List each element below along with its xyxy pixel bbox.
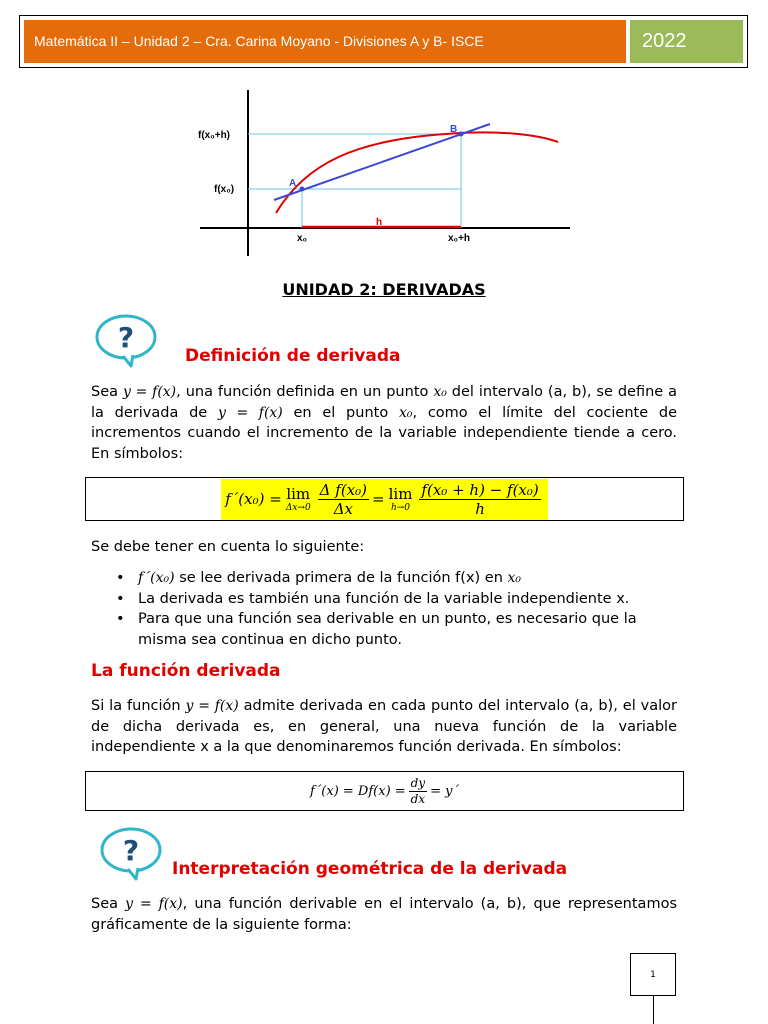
formula-rhs: = y´ xyxy=(430,783,460,799)
header-title: Matemática II – Unidad 2 – Cra. Carina Moyano - Divisiones A y B- ISCE xyxy=(24,20,626,63)
svg-text:?: ? xyxy=(117,321,135,354)
math-x0: x₀ xyxy=(433,384,447,400)
secant-diagram xyxy=(196,88,576,260)
lim-sub: h→0 xyxy=(390,503,411,513)
label-x0: x₀ xyxy=(297,233,308,244)
formula-lhs: f´(x₀) = xyxy=(225,490,282,508)
math-x0: x₀ xyxy=(398,404,413,421)
page-number-tick xyxy=(653,996,654,1024)
section1-paragraph xyxy=(91,382,677,464)
math-y-fx: y = f(x) xyxy=(122,384,177,400)
list-item: • La derivada es también una función de la variable independiente x. xyxy=(112,589,678,610)
section2-paragraph xyxy=(91,696,677,758)
section-title-definicion: Definición de derivada xyxy=(185,346,401,366)
label-point-a: A xyxy=(289,178,297,189)
section-title-interpretacion: Interpretación geométrica de la derivada xyxy=(172,859,568,879)
denominator: h xyxy=(475,499,485,518)
math-fprime-x0: f´(x₀) xyxy=(138,570,175,586)
page-number: 1 xyxy=(630,953,676,996)
function-curve xyxy=(276,132,558,213)
math-x0: x₀ xyxy=(507,570,522,586)
text-run: Sea xyxy=(91,896,126,912)
text-run: , como el límite del cociente de incrementos cuando el incremento de la variable independiente tiende a cero. En símbolos: xyxy=(91,404,677,462)
text-run: admite derivada en cada punto del intervalo (a, b), el valor de dicha derivada es, en general, una nueva función de la variable independiente x a la que denominaremos función derivada. En símbolos: xyxy=(91,698,677,755)
denominator: Δx xyxy=(333,499,353,518)
formula-lhs: f´(x) = Df(x) = xyxy=(309,783,406,799)
label-point-b: B xyxy=(450,124,458,135)
limit-2 xyxy=(389,485,413,513)
derivative-notation-box xyxy=(85,771,684,811)
math-y-fx: y = f(x) xyxy=(185,698,239,714)
text-run: , una función definida en un punto xyxy=(176,384,434,400)
derivative-definition-box xyxy=(85,477,684,521)
fraction-2 xyxy=(419,481,540,518)
point-a-dot xyxy=(300,187,305,192)
list-item xyxy=(112,568,678,589)
math-y-fx: y = f(x) xyxy=(125,896,183,912)
label-fx0: f(x₀) xyxy=(214,184,235,195)
fraction-dydx xyxy=(409,776,427,807)
label-fx0h: f(x₀+h) xyxy=(198,130,231,141)
section3-paragraph xyxy=(91,894,677,935)
denominator: dx xyxy=(410,791,426,806)
text-run: Sea xyxy=(91,384,123,400)
numerator: Δ f(x₀) xyxy=(319,480,368,499)
header-year: 2022 xyxy=(630,20,743,63)
list-item: • Para que una función sea derivable en un punto, es necesario que la misma sea continua en dicho punto. xyxy=(112,609,678,650)
question-bubble-icon xyxy=(98,825,164,881)
question-bubble-icon xyxy=(93,312,159,368)
section1-note: Se debe tener en cuenta lo siguiente: xyxy=(91,539,365,555)
svg-text:?: ? xyxy=(122,834,140,867)
numerator: f(x₀ + h) − f(x₀) xyxy=(421,480,539,499)
math-y-fx: y = f(x) xyxy=(217,404,283,421)
unit-title: UNIDAD 2: DERIVADAS xyxy=(282,280,486,299)
limit-1 xyxy=(286,485,311,513)
derivative-formula xyxy=(221,479,548,520)
numerator: dy xyxy=(410,775,426,790)
equals: = xyxy=(372,490,385,508)
notes-list xyxy=(112,568,678,650)
text-run: Si la función xyxy=(91,698,186,714)
page-header xyxy=(19,15,748,68)
text-run: se lee derivada primera de la función f(x) en xyxy=(174,570,508,586)
lim-sub: Δx→0 xyxy=(285,503,311,513)
lim-text: lim xyxy=(388,485,413,503)
text-run: , una función derivable en el intervalo (a, b), que representamos gráficamente de la siguiente forma: xyxy=(91,896,677,933)
text-run: en el punto xyxy=(282,404,399,421)
text-run: del intervalo (a, b), se define a la derivada de xyxy=(91,384,678,421)
label-x0h: x₀+h xyxy=(448,233,471,244)
point-b-dot xyxy=(459,132,464,137)
fraction-1 xyxy=(318,481,369,518)
label-h: h xyxy=(376,217,383,228)
section-title-funcion-derivada: La función derivada xyxy=(91,661,281,681)
lim-text: lim xyxy=(286,485,311,503)
